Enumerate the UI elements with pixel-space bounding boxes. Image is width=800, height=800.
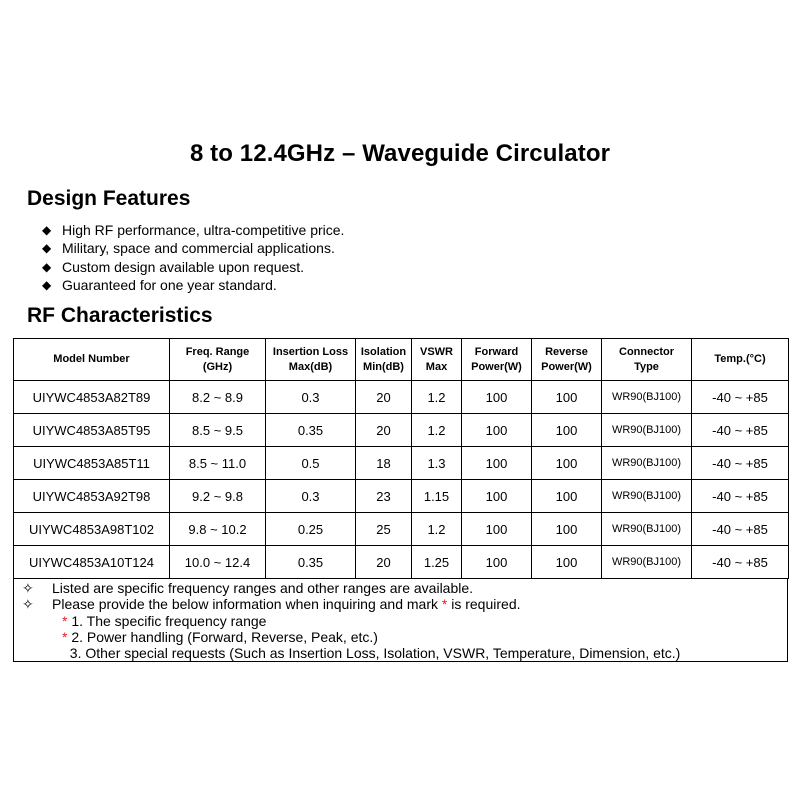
vswr-cell: 1.2 bbox=[412, 513, 462, 546]
note-subline bbox=[14, 645, 787, 661]
sparkle-bullet-icon: ✧ bbox=[22, 580, 34, 596]
feature-item bbox=[42, 239, 344, 257]
column-header: Connector Type bbox=[602, 339, 692, 381]
note-line bbox=[14, 596, 787, 612]
feature-text: Military, space and commercial applications. bbox=[62, 240, 335, 257]
feature-text: Custom design available upon request. bbox=[62, 258, 305, 275]
forward-power-cell: 100 bbox=[462, 447, 532, 480]
sparkle-bullet-icon: ✧ bbox=[22, 596, 34, 613]
connector-type-cell: WR90(BJ100) bbox=[602, 480, 692, 513]
table-header-row bbox=[14, 339, 789, 381]
required-star: * bbox=[62, 628, 68, 645]
reverse-power-cell: 100 bbox=[532, 546, 602, 579]
model-number-cell: UIYWC4853A10T124 bbox=[14, 546, 170, 579]
diamond-bullet-icon: ◆ bbox=[42, 259, 52, 274]
reverse-power-cell: 100 bbox=[532, 381, 602, 414]
isolation-cell: 18 bbox=[356, 447, 412, 480]
design-features-heading: Design Features bbox=[27, 187, 191, 210]
isolation-cell: 20 bbox=[356, 546, 412, 579]
freq-range-cell: 8.5 ~ 9.5 bbox=[170, 414, 266, 447]
freq-range-cell: 10.0 ~ 12.4 bbox=[170, 546, 266, 579]
column-header: Insertion Loss Max(dB) bbox=[266, 339, 356, 381]
column-header: VSWR Max bbox=[412, 339, 462, 381]
feature-text: Guaranteed for one year standard. bbox=[62, 277, 277, 294]
connector-type-cell: WR90(BJ100) bbox=[602, 414, 692, 447]
column-header: Freq. Range (GHz) bbox=[170, 339, 266, 381]
model-number-cell: UIYWC4853A82T89 bbox=[14, 381, 170, 414]
note-text: 3. Other special requests (Such as Insertion Loss, Isolation, VSWR, Temperature, Dimension, etc.) bbox=[69, 645, 681, 662]
reverse-power-cell: 100 bbox=[532, 414, 602, 447]
reverse-power-cell: 100 bbox=[532, 513, 602, 546]
insertion-loss-cell: 0.35 bbox=[266, 546, 356, 579]
forward-power-cell: 100 bbox=[462, 381, 532, 414]
table-row bbox=[14, 447, 789, 480]
connector-type-cell: WR90(BJ100) bbox=[602, 546, 692, 579]
feature-item bbox=[42, 221, 344, 239]
table-row bbox=[14, 480, 789, 513]
freq-range-cell: 9.2 ~ 9.8 bbox=[170, 480, 266, 513]
note-text: 1. The specific frequency range bbox=[71, 612, 267, 629]
isolation-cell: 25 bbox=[356, 513, 412, 546]
diamond-bullet-icon: ◆ bbox=[42, 223, 52, 238]
column-header: Forward Power(W) bbox=[462, 339, 532, 381]
insertion-loss-cell: 0.25 bbox=[266, 513, 356, 546]
column-header: Model Number bbox=[14, 339, 170, 381]
diamond-bullet-icon: ◆ bbox=[42, 278, 52, 293]
temperature-cell: -40 ~ +85 bbox=[692, 414, 789, 447]
model-number-cell: UIYWC4853A98T102 bbox=[14, 513, 170, 546]
vswr-cell: 1.25 bbox=[412, 546, 462, 579]
page-title: 8 to 12.4GHz – Waveguide Circulator bbox=[189, 140, 611, 167]
forward-power-cell: 100 bbox=[462, 546, 532, 579]
feature-text: High RF performance, ultra-competitive price. bbox=[62, 222, 345, 239]
note-subline bbox=[14, 629, 787, 645]
connector-type-cell: WR90(BJ100) bbox=[602, 447, 692, 480]
note-subline bbox=[14, 613, 787, 629]
note-text: 2. Power handling (Forward, Reverse, Peak, etc.) bbox=[71, 628, 378, 645]
forward-power-cell: 100 bbox=[462, 513, 532, 546]
diamond-bullet-icon: ◆ bbox=[42, 241, 52, 256]
note-line bbox=[14, 580, 787, 596]
notes-box bbox=[13, 578, 788, 662]
rf-characteristics-table bbox=[13, 338, 789, 579]
required-star: * bbox=[441, 596, 448, 613]
column-header: Temp.(°C) bbox=[692, 339, 789, 381]
table-row bbox=[14, 546, 789, 579]
vswr-cell: 1.2 bbox=[412, 381, 462, 414]
table-row bbox=[14, 513, 789, 546]
required-star: * bbox=[62, 612, 68, 629]
temperature-cell: -40 ~ +85 bbox=[692, 513, 789, 546]
vswr-cell: 1.2 bbox=[412, 414, 462, 447]
feature-item bbox=[42, 258, 344, 276]
isolation-cell: 23 bbox=[356, 480, 412, 513]
temperature-cell: -40 ~ +85 bbox=[692, 447, 789, 480]
rf-characteristics-heading: RF Characteristics bbox=[27, 304, 213, 327]
table-row bbox=[14, 414, 789, 447]
note-text: Please provide the below information when inquiring and mark * is required. bbox=[52, 596, 521, 613]
model-number-cell: UIYWC4853A85T11 bbox=[14, 447, 170, 480]
freq-range-cell: 9.8 ~ 10.2 bbox=[170, 513, 266, 546]
isolation-cell: 20 bbox=[356, 381, 412, 414]
connector-type-cell: WR90(BJ100) bbox=[602, 381, 692, 414]
temperature-cell: -40 ~ +85 bbox=[692, 480, 789, 513]
insertion-loss-cell: 0.5 bbox=[266, 447, 356, 480]
feature-item bbox=[42, 276, 344, 294]
design-features-list bbox=[42, 221, 344, 294]
model-number-cell: UIYWC4853A85T95 bbox=[14, 414, 170, 447]
reverse-power-cell: 100 bbox=[532, 480, 602, 513]
vswr-cell: 1.3 bbox=[412, 447, 462, 480]
isolation-cell: 20 bbox=[356, 414, 412, 447]
freq-range-cell: 8.5 ~ 11.0 bbox=[170, 447, 266, 480]
temperature-cell: -40 ~ +85 bbox=[692, 546, 789, 579]
forward-power-cell: 100 bbox=[462, 414, 532, 447]
model-number-cell: UIYWC4853A92T98 bbox=[14, 480, 170, 513]
temperature-cell: -40 ~ +85 bbox=[692, 381, 789, 414]
table-row bbox=[14, 381, 789, 414]
reverse-power-cell: 100 bbox=[532, 447, 602, 480]
insertion-loss-cell: 0.3 bbox=[266, 381, 356, 414]
vswr-cell: 1.15 bbox=[412, 480, 462, 513]
insertion-loss-cell: 0.35 bbox=[266, 414, 356, 447]
connector-type-cell: WR90(BJ100) bbox=[602, 513, 692, 546]
freq-range-cell: 8.2 ~ 8.9 bbox=[170, 381, 266, 414]
note-text: Listed are specific frequency ranges and other ranges are available. bbox=[52, 580, 474, 596]
column-header: Reverse Power(W) bbox=[532, 339, 602, 381]
forward-power-cell: 100 bbox=[462, 480, 532, 513]
column-header: Isolation Min(dB) bbox=[356, 339, 412, 381]
insertion-loss-cell: 0.3 bbox=[266, 480, 356, 513]
